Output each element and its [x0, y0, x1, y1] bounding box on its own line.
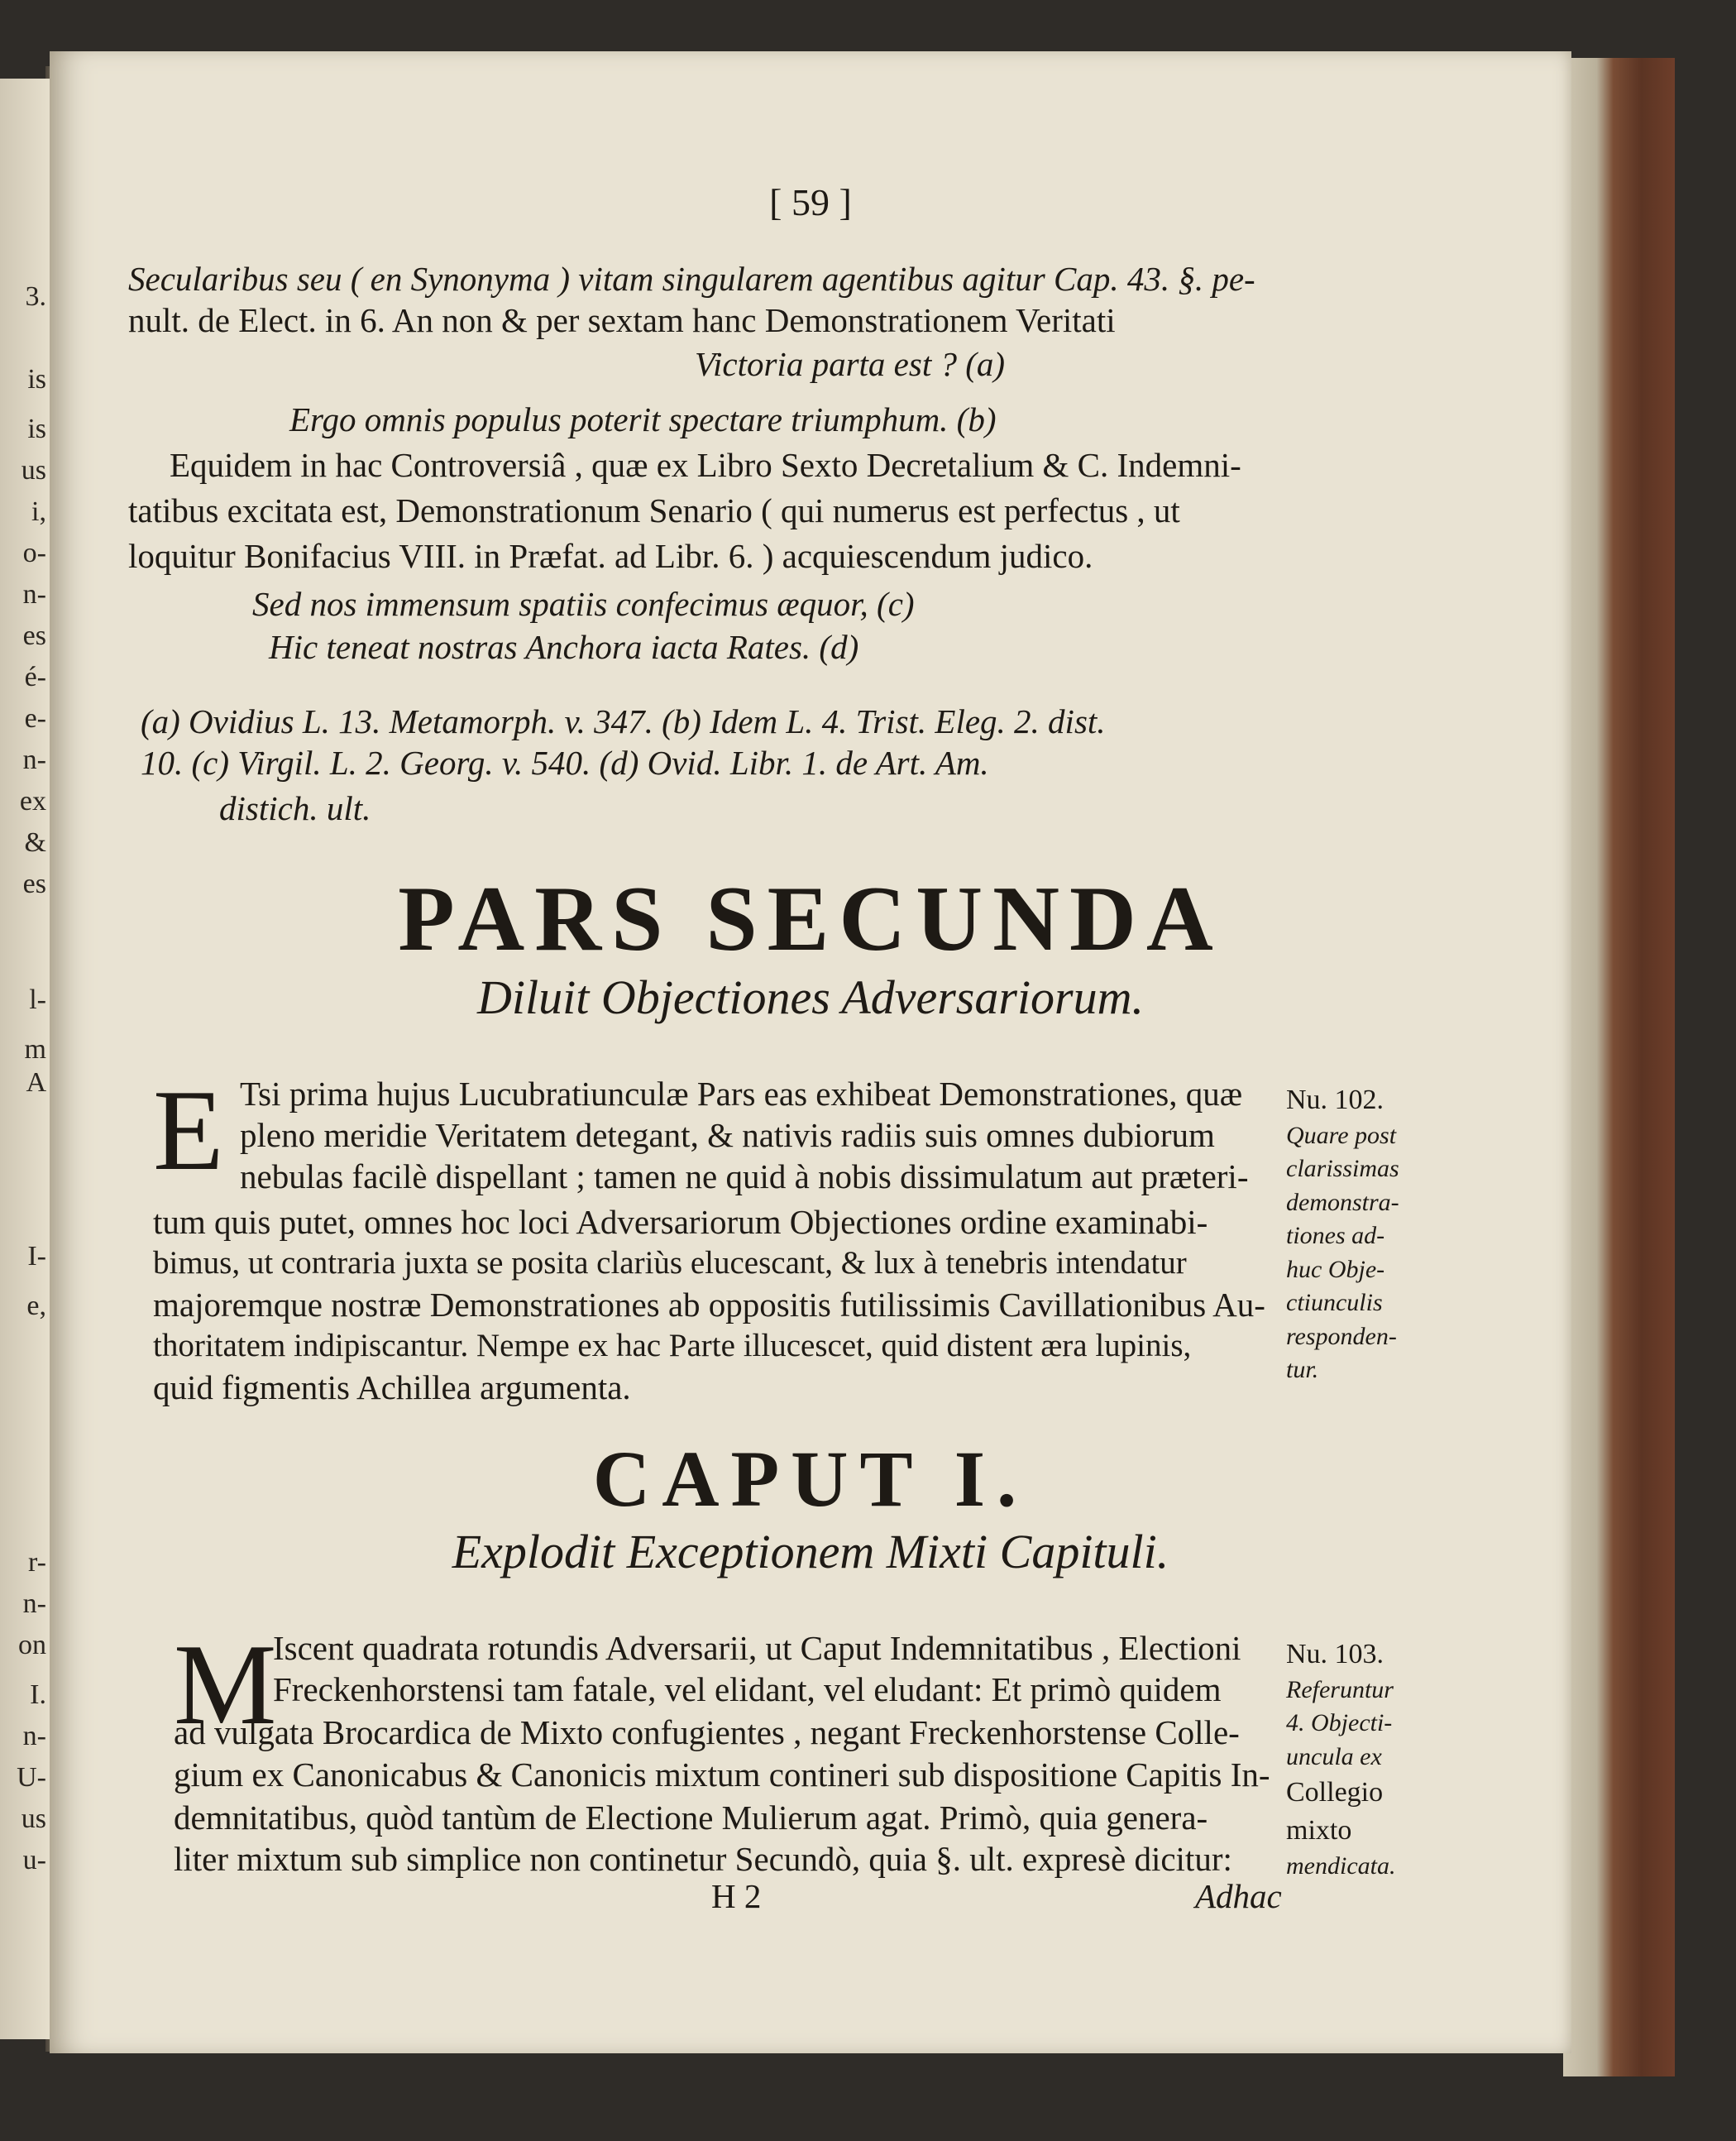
book-page	[50, 51, 1571, 2053]
margin-note-number: Nu. 103.	[1286, 1639, 1384, 1669]
left-page-fragment: u-	[22, 1845, 46, 1875]
book-edge	[1563, 58, 1675, 2076]
text-line: demnitatibus, quòd tantùm de Electione Mulierum agat. Primò, quia genera-	[174, 1799, 1208, 1837]
margin-note-line: tiones ad-	[1286, 1222, 1385, 1250]
text-line: Secularibus seu ( en Synonyma ) vitam singularem agentibus agitur Cap. 43. §. pe-	[128, 260, 1255, 298]
left-page-fragment: é-	[24, 662, 46, 692]
margin-note-line: demonstra-	[1286, 1188, 1399, 1216]
left-page-fragment: A	[26, 1067, 46, 1098]
left-page-fragment: &	[24, 827, 46, 858]
text-line: nult. de Elect. in 6. An non & per sextam hanc Demonstrationem Veritati	[128, 301, 1116, 339]
footnote-line: (a) Ovidius L. 13. Metamorph. v. 347. (b) Idem L. 4. Trist. Eleg. 2. dist.	[141, 702, 1106, 740]
margin-note-line: ctiunculis	[1286, 1289, 1383, 1317]
chapter-subtitle: Explodit Exceptionem Mixti Capituli.	[452, 1525, 1169, 1578]
left-page-fragment: on	[18, 1630, 46, 1660]
margin-note-line: huc Obje-	[1286, 1255, 1385, 1283]
left-page-fragment: i,	[31, 496, 46, 527]
margin-note-line: responden-	[1286, 1322, 1397, 1350]
left-page-fragment: us	[21, 1803, 46, 1834]
page-number: [ 59 ]	[769, 181, 852, 223]
text-line: Tsi prima hujus Lucubratiunculæ Pars eas exhibeat Demonstrationes, quæ	[240, 1075, 1243, 1113]
text-line: Equidem in hac Controversiâ , quæ ex Libro Sexto Decretalium & C. Indemni-	[170, 446, 1241, 484]
margin-note-line: Collegio	[1286, 1777, 1384, 1808]
left-page-fragment: I-	[27, 1241, 46, 1272]
left-page-fragment: es	[22, 869, 46, 899]
left-page-fragment: o-	[22, 538, 46, 568]
dropcap: M	[174, 1621, 277, 1749]
left-page-fragment: e,	[26, 1291, 46, 1321]
dropcap: E	[153, 1066, 224, 1195]
margin-note-line: Quare post	[1286, 1121, 1397, 1149]
left-page-fragment: n-	[22, 1721, 46, 1751]
margin-note-line: clarissimas	[1286, 1155, 1399, 1183]
text-line: majoremque nostræ Demonstrationes ab oppositis futilissimis Cavillationibus Au-	[153, 1286, 1265, 1324]
left-page-fragment: U-	[17, 1762, 46, 1793]
left-page-fragment: l-	[29, 984, 46, 1015]
margin-note-line: mendicata.	[1286, 1852, 1396, 1880]
left-page-fragment: 3.	[25, 281, 46, 312]
left-page-fragment: n-	[22, 579, 46, 610]
text-line: Sed nos immensum spatiis confecimus æquor, (c)	[252, 585, 915, 623]
left-page-fragment: e-	[24, 703, 46, 734]
left-page-fragment: is	[27, 364, 46, 395]
margin-note-line: uncula ex	[1286, 1742, 1382, 1770]
text-line: pleno meridie Veritatem detegant, & nativis radiis suis omnes dubiorum	[240, 1116, 1215, 1154]
footnote-line: distich. ult.	[219, 789, 371, 827]
left-page-fragment: is	[27, 414, 46, 444]
text-line: thoritatem indipiscantur. Nempe ex hac Parte illucescet, quid distent æra lupinis,	[153, 1328, 1192, 1363]
text-line: loquitur Bonifacius VIII. in Præfat. ad Libr. 6. ) acquiescendum judico.	[128, 537, 1093, 575]
left-page-fragment: n-	[22, 745, 46, 775]
left-page-fragment: I.	[30, 1679, 46, 1710]
left-page-fragment: r-	[28, 1547, 46, 1578]
text-line: nebulas facilè dispellant ; tamen ne quid à nobis dissimulatum aut præteri-	[240, 1157, 1249, 1195]
margin-note	[1286, 1081, 1427, 1387]
part-title: PARS SECUNDA	[398, 868, 1223, 970]
text-line: tatibus excitata est, Demonstrationum Senario ( qui numerus est perfectus , ut	[128, 491, 1180, 529]
text-line: quid figmentis Achillea argumenta.	[153, 1368, 631, 1406]
margin-note-line: mixto	[1286, 1815, 1352, 1846]
margin-note-line: Referuntur	[1286, 1675, 1394, 1703]
part-subtitle: Diluit Objectiones Adversariorum.	[476, 970, 1145, 1024]
signature-mark: H 2	[711, 1877, 762, 1915]
left-page-fragment: n-	[22, 1588, 46, 1619]
left-page-fragment: m	[24, 1034, 46, 1065]
left-page-fragment: ex	[19, 786, 46, 817]
left-page-fragment: us	[21, 455, 46, 486]
chapter-title: CAPUT I.	[592, 1435, 1029, 1523]
text-line: liter mixtum sub simplice non continetur Secundò, quia §. ult. expresè dicitur:	[174, 1840, 1232, 1878]
text-line: gium ex Canonicabus & Canonicis mixtum contineri sub dispositione Capitis In-	[174, 1755, 1270, 1794]
text-line: tum quis putet, omnes hoc loci Adversariorum Objectiones ordine examinabi-	[153, 1203, 1208, 1241]
text-line: Iscent quadrata rotundis Adversarii, ut Caput Indemnitatibus , Electioni	[273, 1629, 1241, 1667]
margin-note	[1286, 1636, 1427, 1884]
text-line: Hic teneat nostras Anchora iacta Rates. (d)	[269, 628, 859, 666]
text-line: Ergo omnis populus poterit spectare triumphum. (b)	[289, 400, 997, 438]
footnote-line: 10. (c) Virgil. L. 2. Georg. v. 540. (d) Ovid. Libr. 1. de Art. Am.	[141, 744, 989, 782]
margin-note-line: tur.	[1286, 1356, 1319, 1384]
text-line: Freckenhorstensi tam fatale, vel elidant, vel eludant: Et primò quidem	[273, 1670, 1222, 1708]
text-line: bimus, ut contraria juxta se posita clariùs elucescant, & lux à tenebris intendatur	[153, 1245, 1187, 1281]
margin-note-line: 4. Objecti-	[1286, 1709, 1393, 1737]
margin-note-number: Nu. 102.	[1286, 1085, 1384, 1115]
catchword: Adhac	[1195, 1877, 1282, 1915]
left-page-fragment: es	[22, 620, 46, 651]
text-line: Victoria parta est ? (a)	[695, 345, 1006, 383]
text-line: ad vulgata Brocardica de Mixto confugientes , negant Freckenhorstense Colle-	[174, 1713, 1240, 1751]
